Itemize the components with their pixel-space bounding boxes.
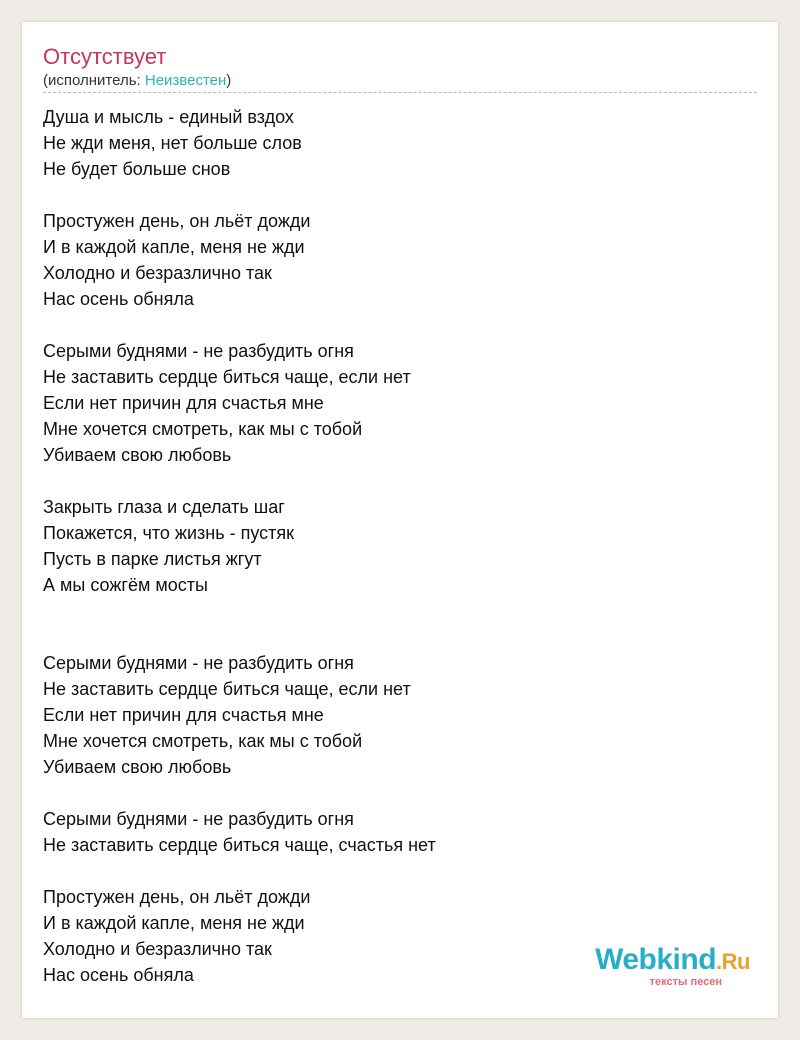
- lyric-line: Простужен день, он льёт дожди: [43, 887, 311, 907]
- lyric-line: Мне хочется смотреть, как мы с тобой: [43, 731, 363, 751]
- lyric-line: И в каждой капле, меня не жди: [43, 913, 305, 933]
- lyric-line: И в каждой капле, меня не жди: [43, 237, 305, 257]
- lyric-line: Убиваем свою любовь: [43, 757, 232, 777]
- lyric-line: Если нет причин для счастья мне: [43, 705, 324, 725]
- lyric-line: Серыми буднями - не разбудить огня: [43, 809, 354, 829]
- lyric-line: А мы сожгём мосты: [43, 575, 208, 595]
- artist-prefix: (исполнитель:: [43, 72, 145, 89]
- lyric-line: [43, 624, 436, 650]
- lyric-line: [43, 858, 436, 884]
- lyrics-sheet: [22, 22, 778, 1018]
- artist-line: [43, 72, 231, 90]
- logo-tagline: тексты песен: [649, 976, 722, 988]
- lyric-line: Закрыть глаза и сделать шаг: [43, 497, 285, 517]
- logo-wordmark: [595, 944, 750, 978]
- lyric-line: Не заставить сердце биться чаще, счастья нет: [43, 835, 436, 855]
- lyrics-body: [43, 104, 436, 988]
- lyric-line: Серыми буднями - не разбудить огня: [43, 653, 354, 673]
- artist-link[interactable]: Неизвестен: [144, 72, 227, 89]
- lyric-line: Убиваем свою любовь: [43, 445, 232, 465]
- lyric-line: Нас осень обняла: [43, 965, 194, 985]
- lyric-line: Нас осень обняла: [43, 289, 194, 309]
- lyric-line: Если нет причин для счастья мне: [43, 393, 324, 413]
- lyric-line: Серыми буднями - не разбудить огня: [43, 341, 354, 361]
- lyric-line: [43, 598, 436, 624]
- lyric-line: Душа и мысль - единый вздох: [43, 107, 294, 127]
- logo-main-text: Webkind: [595, 943, 717, 976]
- lyric-line: Мне хочется смотреть, как мы с тобой: [43, 419, 363, 439]
- song-title: Отсутствует: [43, 44, 167, 69]
- logo-suffix: .Ru: [716, 949, 750, 974]
- lyric-line: Простужен день, он льёт дожди: [43, 211, 311, 231]
- artist-suffix: ): [226, 72, 232, 89]
- lyric-line: Пусть в парке листья жгут: [43, 549, 262, 569]
- lyric-line: Не жди меня, нет больше слов: [43, 133, 302, 153]
- lyric-line: Покажется, что жизнь - пустяк: [43, 523, 294, 543]
- lyric-line: Холодно и безразлично так: [43, 263, 272, 283]
- lyric-line: [43, 468, 436, 494]
- lyric-line: [43, 182, 436, 208]
- title-divider: [43, 92, 757, 93]
- lyric-line: [43, 312, 436, 338]
- site-logo[interactable]: [595, 944, 750, 988]
- lyric-line: Холодно и безразлично так: [43, 939, 272, 959]
- lyric-line: [43, 780, 436, 806]
- lyric-line: Не заставить сердце биться чаще, если нет: [43, 367, 411, 387]
- lyric-line: Не будет больше снов: [43, 159, 231, 179]
- lyric-line: Не заставить сердце биться чаще, если нет: [43, 679, 411, 699]
